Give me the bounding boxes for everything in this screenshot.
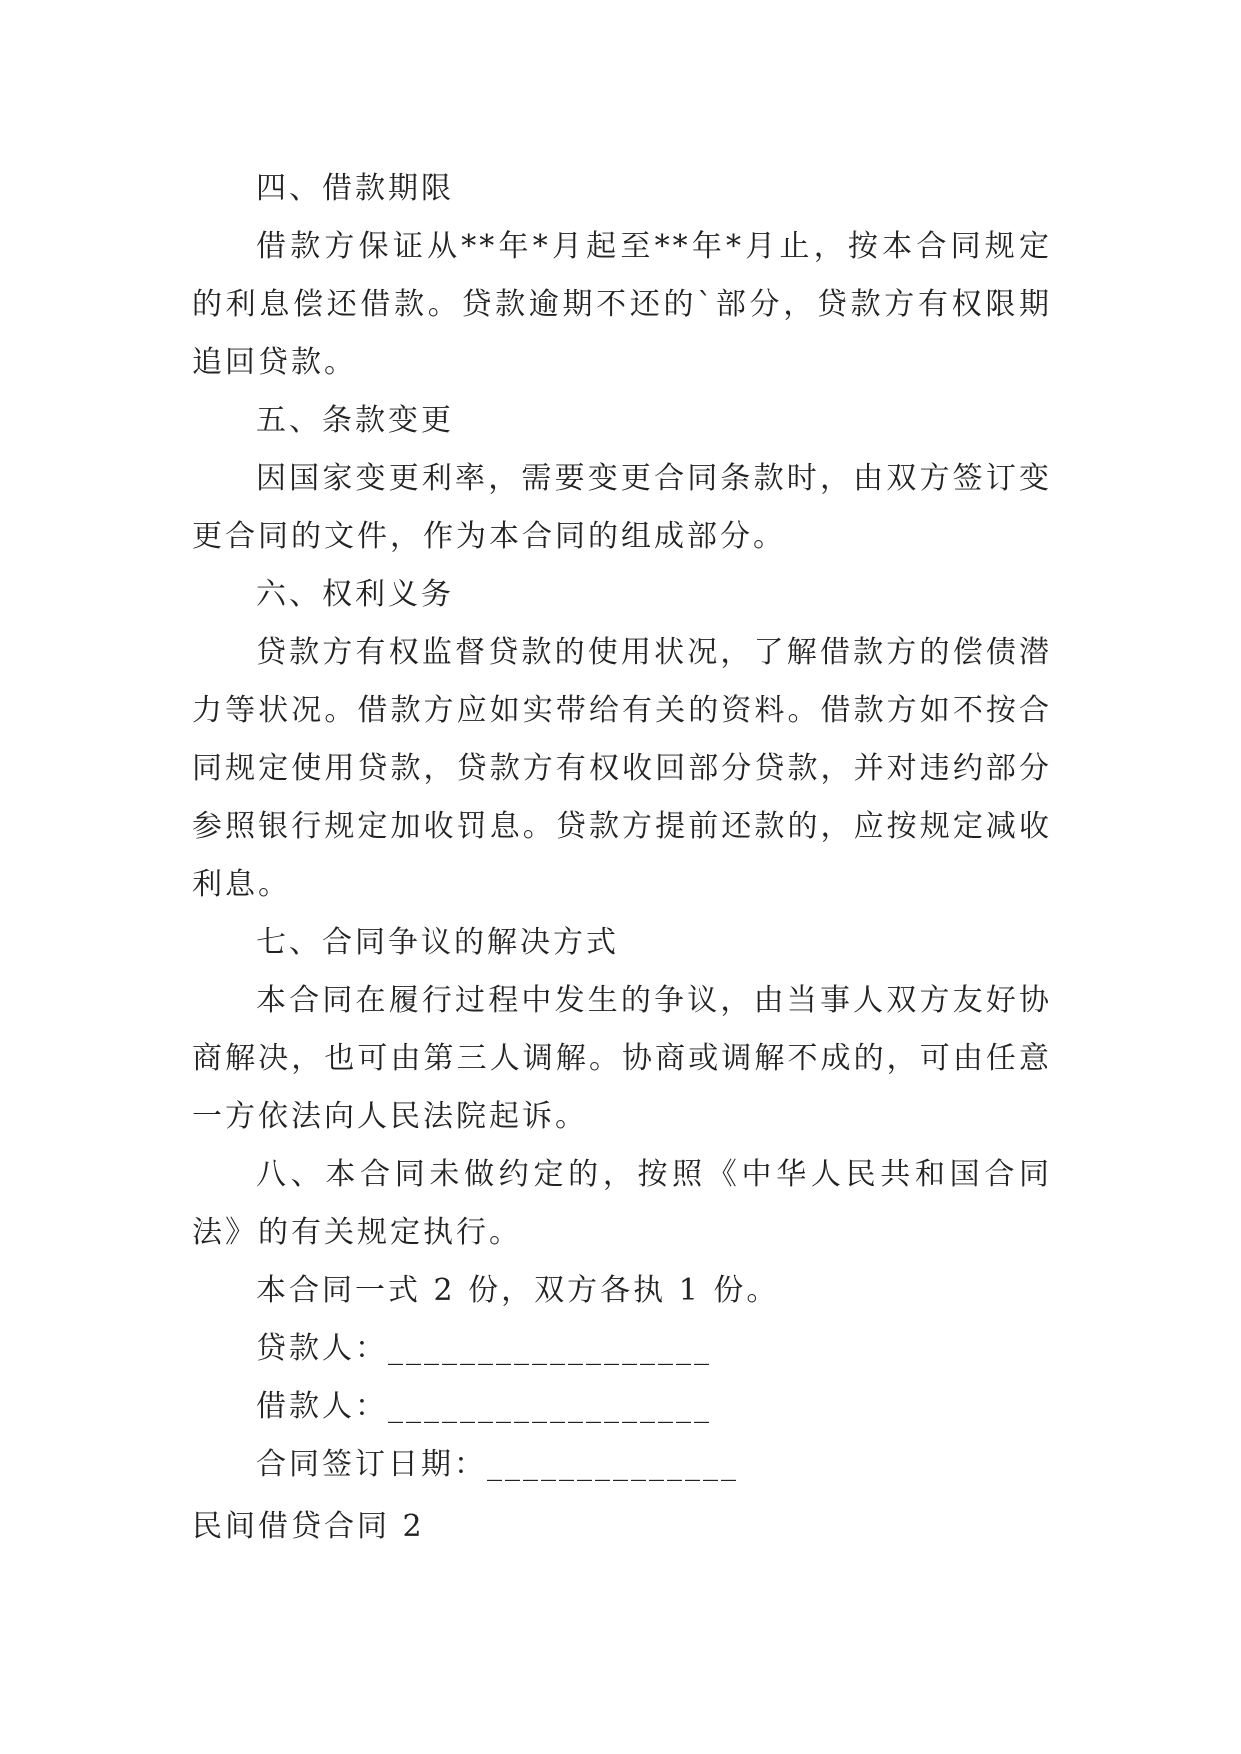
copies-clause: 本合同一式 2 份，双方各执 1 份。 [256, 1273, 780, 1308]
next-contract-title: 民间借贷合同 2 [192, 1509, 425, 1544]
borrower-signature-line: 借款人：__________________ [256, 1389, 712, 1424]
section-heading-rights-obligations: 六、权利义务 [256, 577, 454, 612]
section-body-loan-term: 借款方保证从**年*月起至**年*月止，按本合同规定的利息偿还借款。贷款逾期不还的`部分，贷款方有权限期追回贷款。 [192, 229, 1052, 380]
section-body-dispute-resolution: 本合同在履行过程中发生的争议，由当事人双方友好协商解决，也可由第三人调解。协商或调解不成的，可由任意一方依法向人民法院起诉。 [192, 983, 1052, 1134]
section-heading-loan-term: 四、借款期限 [256, 171, 454, 206]
section-unspecified-matters: 八、本合同未做约定的，按照《中华人民共和国合同法》的有关规定执行。 [192, 1157, 1052, 1250]
document-body [192, 160, 1052, 1556]
section-heading-dispute-resolution: 七、合同争议的解决方式 [256, 925, 619, 960]
section-body-clause-change: 因国家变更利率，需要变更合同条款时，由双方签订变更合同的文件，作为本合同的组成部分。 [192, 461, 1052, 554]
signing-date-line: 合同签订日期：______________ [256, 1447, 739, 1482]
section-body-rights-obligations: 贷款方有权监督贷款的使用状况，了解借款方的偿债潜力等状况。借款方应如实带给有关的资料。借款方如不按合同规定使用贷款，贷款方有权收回部分贷款，并对违约部分参照银行规定加收罚息。贷款方提前还款的，应按规定减收利息。 [192, 635, 1052, 902]
lender-signature-line: 贷款人：__________________ [256, 1331, 712, 1366]
section-heading-clause-change: 五、条款变更 [256, 403, 454, 438]
